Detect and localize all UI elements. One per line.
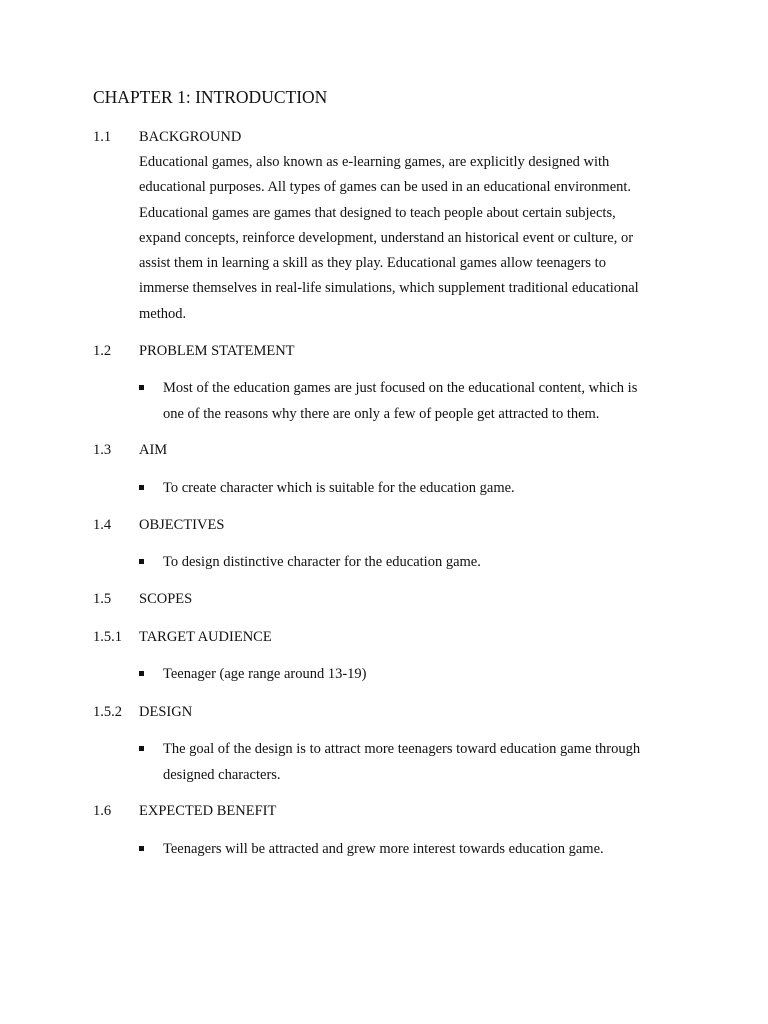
section-number-background: 1.1 bbox=[93, 129, 112, 145]
section-number-objectives: 1.4 bbox=[93, 517, 112, 533]
bullet-line: To design distinctive character for the education game. bbox=[163, 554, 481, 570]
paragraph-line: immerse themselves in real-life simulations, which supplement traditional educational bbox=[139, 280, 639, 297]
bullet-item bbox=[139, 664, 684, 690]
paragraph-line: method. bbox=[139, 305, 187, 322]
section-number-scopes: 1.5 bbox=[93, 591, 112, 607]
bullet-line: Most of the education games are just focused on the educational content, which is bbox=[163, 380, 638, 396]
paragraph-line: expand concepts, reinforce development, understand an historical event or culture, or bbox=[139, 229, 634, 246]
section-title-design: DESIGN bbox=[139, 704, 193, 720]
bullet-square-icon bbox=[139, 485, 144, 490]
bullet-line: one of the reasons why there are only a few of people get attracted to them. bbox=[163, 405, 600, 422]
section-number-expected-benefit: 1.6 bbox=[93, 803, 112, 819]
paragraph-line: assist them in learning a skill as they play. Educational games allow teenagers to bbox=[139, 255, 606, 272]
bullet-line: The goal of the design is to attract more teenagers toward education game through bbox=[163, 741, 641, 757]
section-title-aim: AIM bbox=[139, 442, 168, 458]
section-title-objectives: OBJECTIVES bbox=[139, 517, 225, 533]
bullet-square-icon bbox=[139, 671, 144, 676]
paragraph-line: Educational games, also known as e-learning games, are explicitly designed with bbox=[139, 154, 610, 170]
section-title-scopes: SCOPES bbox=[139, 591, 193, 607]
bullet-item bbox=[139, 478, 684, 504]
bullet-line: designed characters. bbox=[163, 766, 281, 783]
section-number-aim: 1.3 bbox=[93, 442, 112, 458]
section-number-target-audience: 1.5.1 bbox=[93, 629, 122, 645]
background-paragraph bbox=[139, 152, 684, 329]
section-number-problem-statement: 1.2 bbox=[93, 343, 112, 359]
chapter-title: CHAPTER 1: INTRODUCTION bbox=[93, 87, 328, 107]
bullet-line: To create character which is suitable for the education game. bbox=[163, 480, 515, 496]
bullet-item bbox=[139, 839, 684, 865]
bullet-item bbox=[139, 552, 684, 578]
bullet-square-icon bbox=[139, 846, 144, 851]
section-title-background: BACKGROUND bbox=[139, 129, 242, 145]
bullet-line: Teenager (age range around 13-19) bbox=[163, 666, 367, 682]
bullet-square-icon bbox=[139, 559, 144, 564]
paragraph-line: educational purposes. All types of games can be used in an educational environment. bbox=[139, 179, 632, 196]
bullet-item bbox=[139, 739, 684, 790]
bullet-item bbox=[139, 378, 684, 429]
bullet-square-icon bbox=[139, 385, 144, 390]
section-number-design: 1.5.2 bbox=[93, 704, 122, 720]
bullet-line: Teenagers will be attracted and grew more interest towards education game. bbox=[163, 841, 604, 857]
section-title-expected-benefit: EXPECTED BENEFIT bbox=[139, 803, 277, 819]
paragraph-line: Educational games are games that designed to teach people about certain subjects, bbox=[139, 204, 616, 221]
bullet-square-icon bbox=[139, 746, 144, 751]
section-title-problem-statement: PROBLEM STATEMENT bbox=[139, 343, 295, 359]
section-title-target-audience: TARGET AUDIENCE bbox=[139, 629, 272, 645]
